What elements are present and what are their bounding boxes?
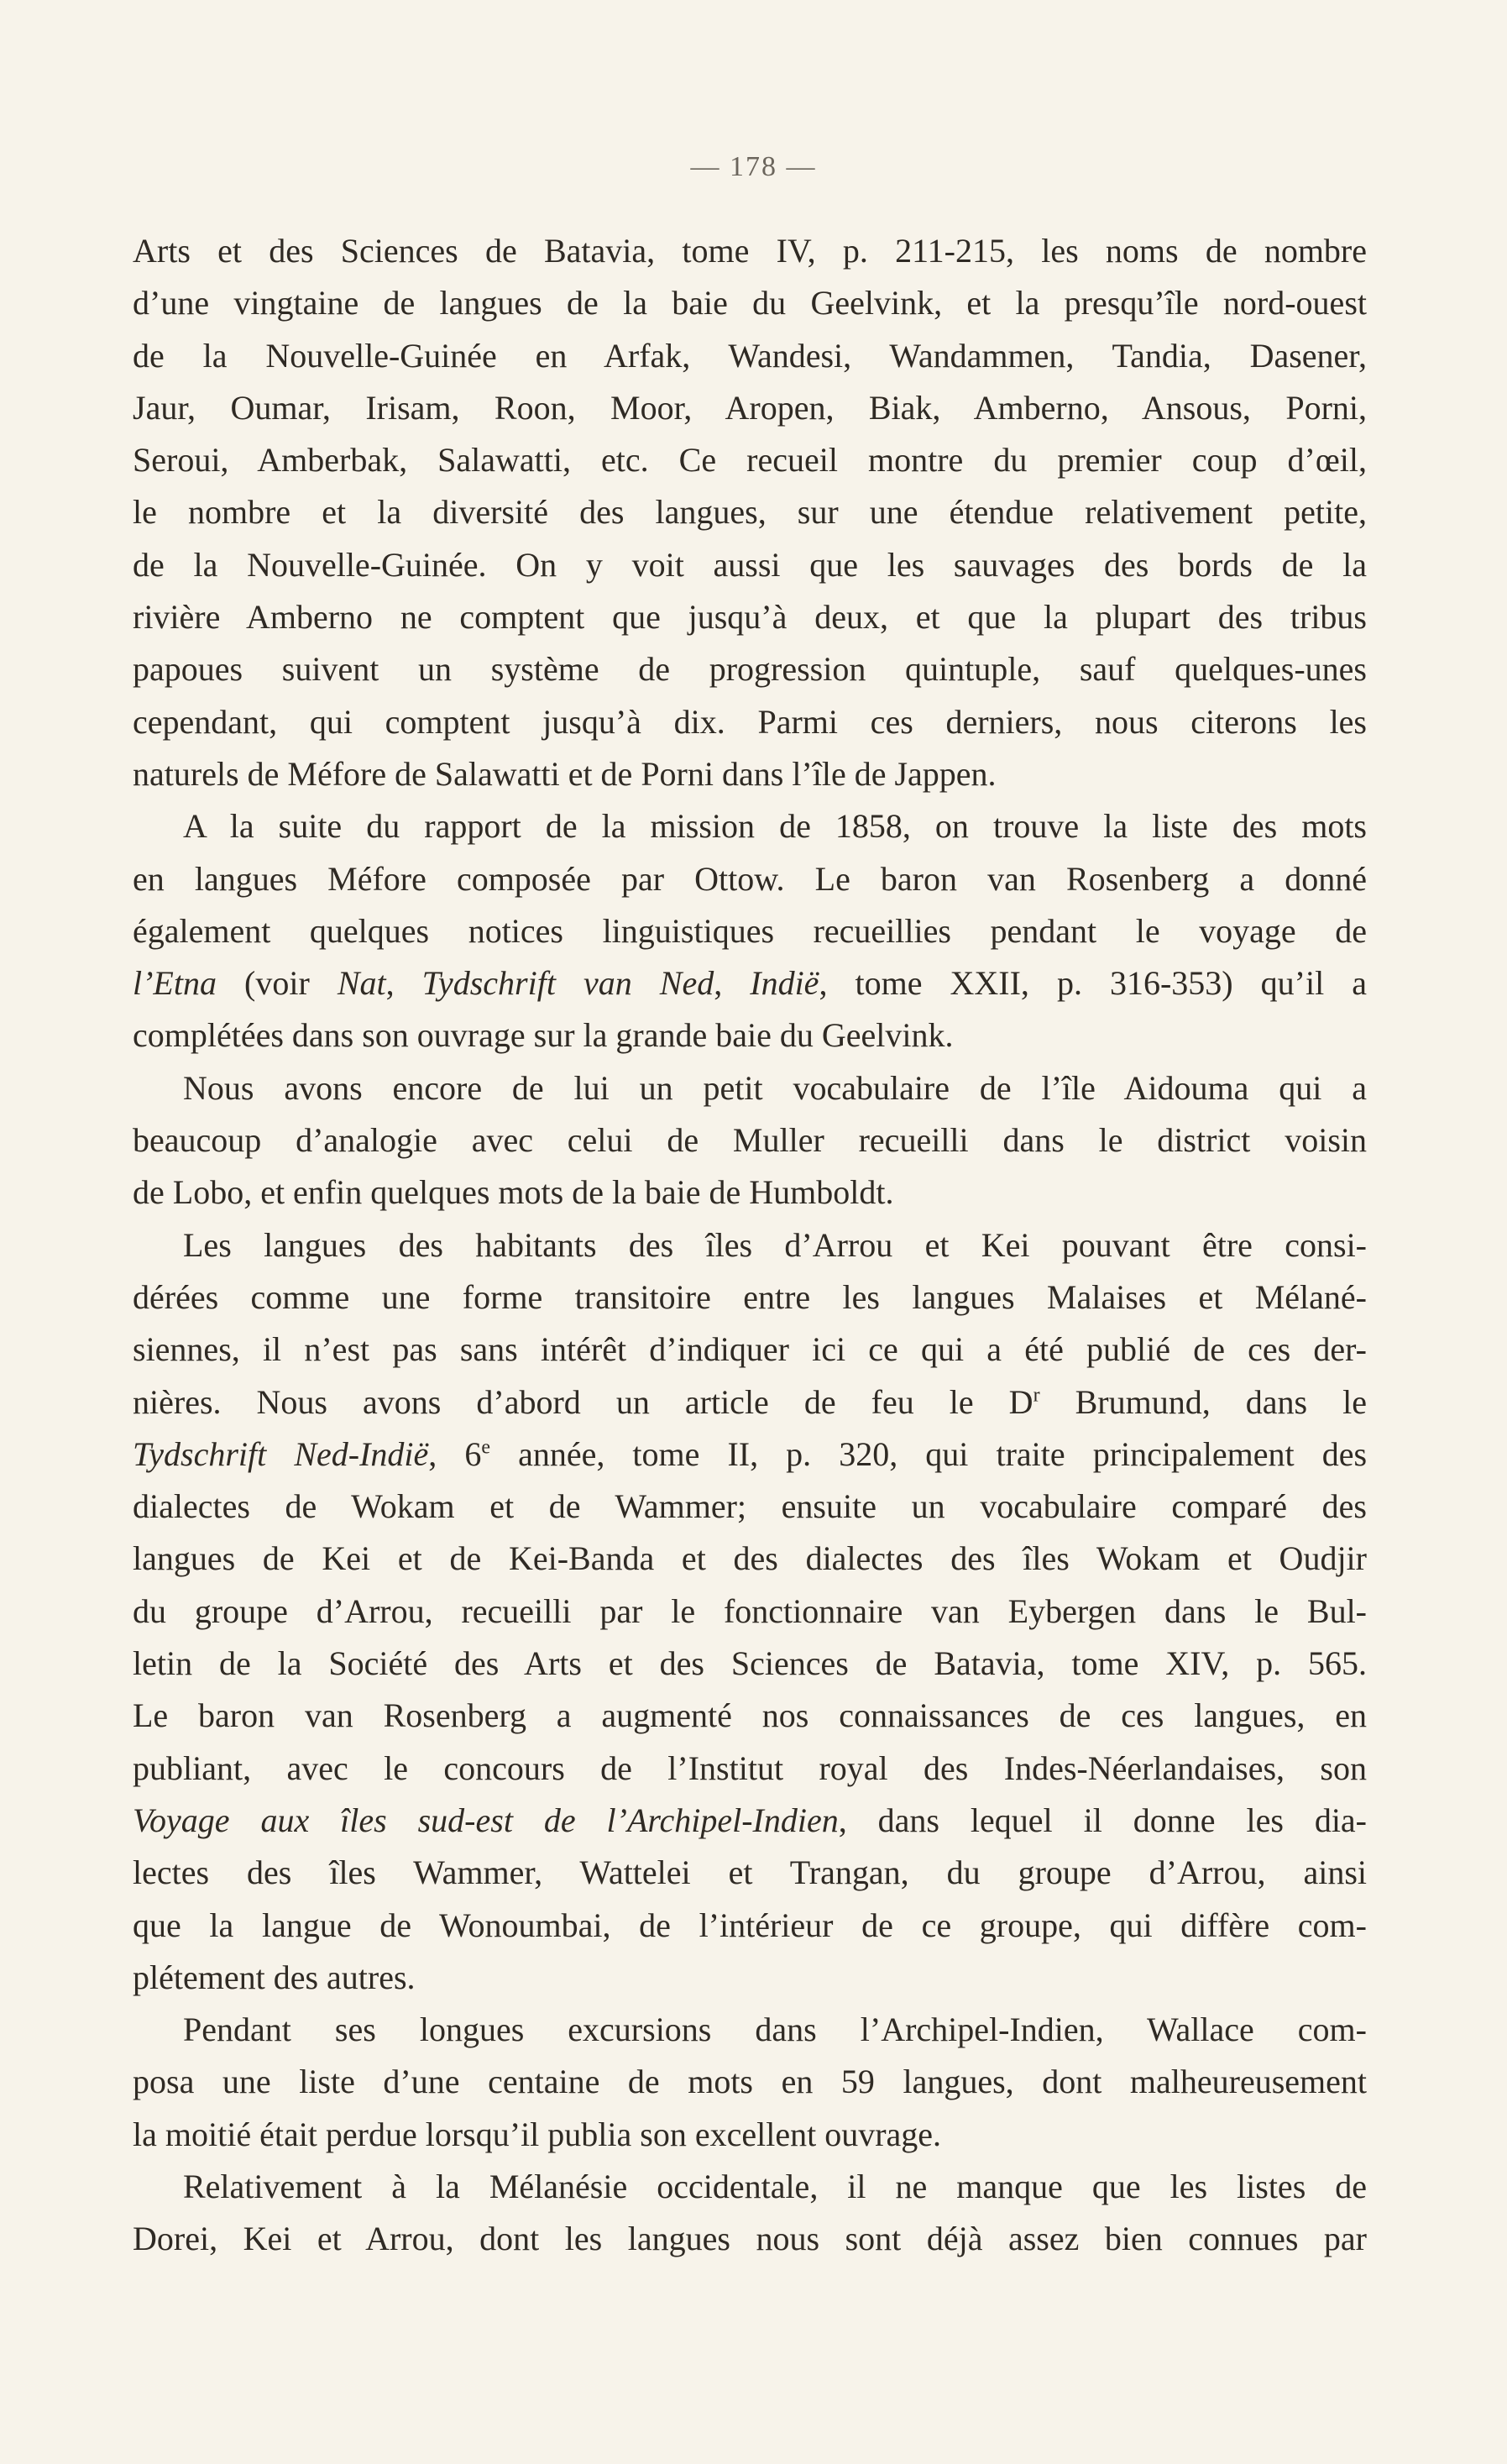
text-line: beaucoup d’analogie avec celui de Muller recueilli dans le district voisin	[133, 1121, 1367, 1160]
text-line: Seroui, Amberbak, Salawatti, etc. Ce recueil montre du premier coup d’œil,	[133, 441, 1367, 480]
text-line: en langues Méfore composée par Ottow. Le baron van Rosenberg a donné	[133, 859, 1367, 898]
text-line: rivière Amberno ne comptent que jusqu’à deux, et que la plupart des tribus	[133, 598, 1367, 637]
italic-text: l’Etna	[133, 964, 217, 1003]
text-line: siennes, il n’est pas sans intérêt d’indiquer ici ce qui a été publié de ces der-	[133, 1330, 1367, 1369]
paragraph	[133, 1062, 1367, 1219]
text-line: que la langue de Wonoumbai, de l’intérieur de ce groupe, qui diffère com-	[133, 1906, 1367, 1944]
text-segment: ,	[714, 964, 751, 1003]
paragraph	[133, 225, 1367, 800]
text-line: langues de Kei et de Kei-Banda et des dialectes des îles Wokam et Oudjir	[133, 1539, 1367, 1578]
text-line: letin de la Société des Arts et des Sciences de Batavia, tome XIV, p. 565.	[133, 1644, 1367, 1683]
text-line: cependant, qui comptent jusqu’à dix. Parmi ces derniers, nous citerons les	[133, 702, 1367, 741]
paragraph	[133, 800, 1367, 1062]
text-line: papoues suivent un système de progression quintuple, sauf quelques-unes	[133, 650, 1367, 689]
text-segment: , dans lequel il donne les dia-	[838, 1801, 1367, 1839]
text-line: posa une liste d’une centaine de mots en 59 langues, dont malheureusement	[133, 2063, 1367, 2101]
text-line: Les langues des habitants des îles d’Arrou et Kei pouvant être consi-	[183, 1225, 1367, 1264]
text-line: de la Nouvelle-Guinée en Arfak, Wandesi, Wandammen, Tandia, Dasener,	[133, 336, 1367, 375]
text-line: Le baron van Rosenberg a augmenté nos connaissances de ces langues, en	[133, 1696, 1367, 1735]
text-line	[133, 957, 1367, 1009]
page-number: — 178 —	[690, 151, 817, 182]
text-segment: (voir	[216, 964, 338, 1003]
superscript-text: e	[481, 1436, 491, 1459]
text-line: Nous avons encore de lui un petit vocabulaire de l’île Aidouma qui a	[183, 1068, 1367, 1107]
text-line: A la suite du rapport de la mission de 1858, on trouve la liste des mots	[183, 807, 1367, 846]
text-segment: , 6	[428, 1434, 482, 1473]
text-line: complétées dans son ouvrage sur la grande baie du Geelvink.	[133, 1016, 954, 1055]
italic-text: Nat	[337, 964, 386, 1003]
text-line: Relativement à la Mélanésie occidentale, il ne manque que les listes de	[183, 2167, 1367, 2205]
text-line: naturels de Méfore de Salawatti et de Porni dans l’île de Jappen.	[133, 754, 997, 793]
text-line	[133, 1376, 1367, 1429]
text-line	[133, 1429, 1367, 1481]
paragraph	[133, 1219, 1367, 2004]
text-line: Dorei, Kei et Arrou, dont les langues nous sont déjà assez bien connues par	[133, 2220, 1367, 2258]
italic-text: Tydschrift Ned-Indië	[133, 1434, 429, 1473]
text-line: le nombre et la diversité des langues, sur une étendue relativement petite,	[133, 493, 1367, 532]
text-line: dialectes de Wokam et de Wammer; ensuite un vocabulaire comparé des	[133, 1487, 1367, 1526]
text-line: dérées comme une forme transitoire entre les langues Malaises et Mélané-	[133, 1277, 1367, 1316]
text-line: du groupe d’Arrou, recueilli par le fonctionnaire van Eybergen dans le Bul-	[133, 1591, 1367, 1630]
text-line: de la Nouvelle-Guinée. On y voit aussi que les sauvages des bords de la	[133, 545, 1367, 584]
text-line: également quelques notices linguistiques recueillies pendant le voyage de	[133, 911, 1367, 950]
text-segment: ,	[385, 964, 422, 1003]
text-line: la moitié était perdue lorsqu’il publia son excellent ouvrage.	[133, 2115, 942, 2153]
text-line: Jaur, Oumar, Irisam, Roon, Moor, Aropen, Biak, Amberno, Ansous, Porni,	[133, 388, 1367, 427]
text-line: lectes des îles Wammer, Wattelei et Trangan, du groupe d’Arrou, ainsi	[133, 1853, 1367, 1892]
text-segment: nières. Nous avons d’abord un article de feu le D	[133, 1382, 1033, 1421]
text-body	[133, 225, 1367, 2266]
text-line: de Lobo, et enfin quelques mots de la baie de Humboldt.	[133, 1173, 894, 1212]
text-line	[133, 1795, 1367, 1847]
text-line: d’une vingtaine de langues de la baie du Geelvink, et la presqu’île nord-ouest	[133, 284, 1367, 322]
text-segment: , tome XXII, p. 316-353) qu’il a	[819, 964, 1367, 1003]
text-line: publiant, avec le concours de l’Institut royal des Indes-Néerlandaises, son	[133, 1748, 1367, 1787]
text-line: Arts et des Sciences de Batavia, tome IV, p. 211-215, les noms de nombre	[133, 232, 1367, 270]
text-line: Pendant ses longues excursions dans l’Archipel-Indien, Wallace com-	[183, 2011, 1367, 2049]
text-line: plétement des autres.	[133, 1958, 416, 1996]
superscript-text: r	[1033, 1384, 1040, 1407]
italic-text: Indië	[750, 964, 819, 1003]
paragraph	[133, 2161, 1367, 2266]
italic-text: Voyage aux îles sud-est de l’Archipel-Indien	[133, 1801, 839, 1839]
text-segment: année, tome II, p. 320, qui traite principalement des	[490, 1434, 1367, 1473]
paragraph	[133, 2004, 1367, 2161]
italic-text: Tydschrift van Ned	[421, 964, 714, 1003]
text-segment: Brumund, dans le	[1039, 1382, 1367, 1421]
